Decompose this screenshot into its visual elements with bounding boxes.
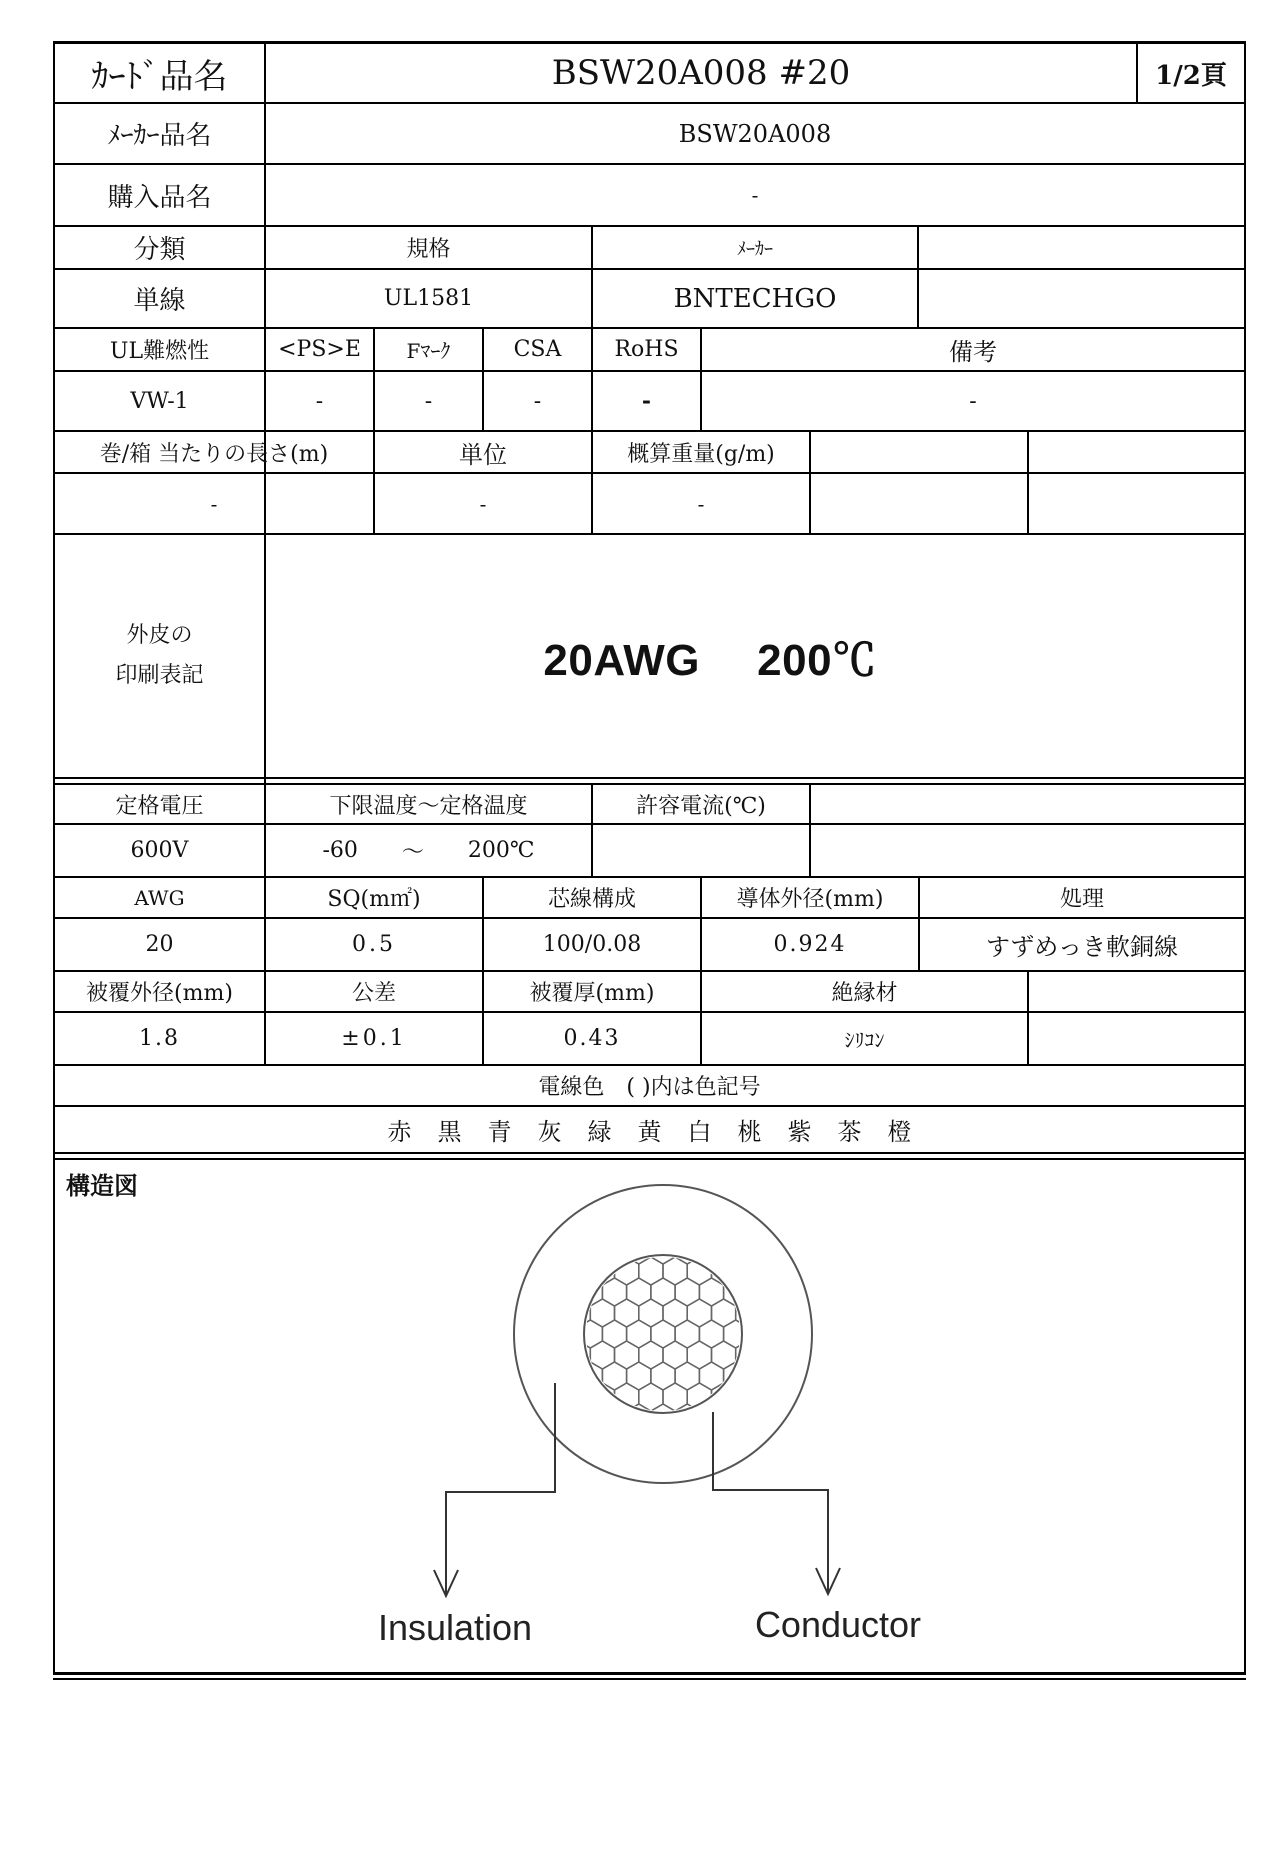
unit-value: - xyxy=(479,491,487,516)
wire-color-item: 黄 xyxy=(637,1118,662,1146)
wire-color-title: 電線色 ( )内は色記号 xyxy=(538,1075,761,1100)
insulation-thickness-label: 被覆厚(mm) xyxy=(529,981,655,1006)
strand-hexagon xyxy=(615,1383,639,1411)
wire-color-item: 茶 xyxy=(837,1118,862,1146)
temp-high: 200℃ xyxy=(467,838,535,863)
cert-header-flame: UL難燃性 xyxy=(109,339,210,364)
cert-remarks-value: - xyxy=(969,388,977,414)
cert-csa-value: - xyxy=(533,388,542,414)
card-name-label: ｶｰﾄﾞ品名 xyxy=(91,56,228,97)
structure-title: 構造図 xyxy=(66,1171,138,1200)
conductor-diameter-label: 導体外径(mm) xyxy=(736,887,884,912)
standard-label: 規格 xyxy=(406,237,451,262)
maker-part-value: BSW20A008 xyxy=(678,119,832,148)
maker-part-label: ﾒｰｶｰ品名 xyxy=(107,121,212,151)
wire-color-item: 青 xyxy=(487,1118,512,1146)
insulation-material-value: ｼﾘｺﾝ xyxy=(844,1028,885,1052)
wire-color-item: 黒 xyxy=(437,1118,462,1146)
purchase-part-label: 購入品名 xyxy=(107,182,212,213)
conductor-label: Conductor xyxy=(754,1604,922,1645)
cert-pse-value: - xyxy=(315,388,324,414)
cert-header-csa: CSA xyxy=(513,337,562,362)
unit-label: 単位 xyxy=(459,440,507,469)
cert-header-rohs: RoHS xyxy=(614,337,679,362)
wire-color-item: 桃 xyxy=(737,1118,762,1146)
card-name: BSW20A008 #20 xyxy=(551,53,851,93)
strand-hexagon xyxy=(590,1383,614,1411)
sq-label: SQ(m㎡) xyxy=(327,887,421,912)
wire-color-item: 白 xyxy=(687,1118,712,1146)
approx-weight-value: - xyxy=(697,491,705,516)
sq-value: 0.5 xyxy=(352,932,396,957)
wire-color-item: 赤 xyxy=(387,1118,412,1146)
tolerance-label: 公差 xyxy=(351,981,396,1006)
purchase-part-value: - xyxy=(751,183,759,207)
length-per-reel-value: - xyxy=(210,491,218,516)
insulation-circle xyxy=(514,1185,812,1483)
printing-text: 20AWG 200℃ xyxy=(543,636,877,685)
strand-hexagon xyxy=(687,1383,711,1411)
cert-flame-value: VW-1 xyxy=(130,388,189,414)
cert-rohs-value: - xyxy=(641,388,652,414)
length-per-reel-label: 巻/箱 当たりの長さ(m) xyxy=(99,441,329,467)
wire-color-item: 橙 xyxy=(887,1118,912,1146)
insulation-label: Insulation xyxy=(377,1607,533,1648)
strand-hexagon xyxy=(651,1404,675,1432)
wire-color-item: 緑 xyxy=(587,1118,612,1146)
printing-label-line1: 外皮の xyxy=(126,623,193,648)
conductor-strands xyxy=(566,1236,760,1432)
conductor-diameter-value: 0.924 xyxy=(773,932,847,957)
page-number: 1/2頁 xyxy=(1155,60,1227,91)
allowable-current-label: 許容電流(℃) xyxy=(636,793,766,819)
cert-header-pse: <PS>E xyxy=(278,337,361,362)
treatment-label: 処理 xyxy=(1059,887,1104,912)
printing-label-line2: 印刷表記 xyxy=(115,663,204,688)
maker-label: ﾒｰｶｰ xyxy=(737,238,773,260)
conductor-leader-line xyxy=(713,1412,828,1592)
insulation-od-label: 被覆外径(mm) xyxy=(86,981,233,1006)
cert-f-mark-value: - xyxy=(424,388,433,414)
classification-label: 分類 xyxy=(133,235,186,265)
awg-label: AWG xyxy=(134,885,185,910)
rated-voltage-value: 600V xyxy=(130,838,189,863)
cert-header-f-mark: Fﾏｰｸ xyxy=(406,339,451,363)
insulation-material-label: 絶縁材 xyxy=(831,981,898,1006)
temp-separator: ～ xyxy=(401,840,424,865)
temp-low: -60 xyxy=(322,838,358,863)
standard-value: UL1581 xyxy=(383,286,474,311)
maker-value: BNTECHGO xyxy=(673,283,837,314)
strand-composition-label: 芯線構成 xyxy=(547,887,636,912)
insulation-thickness-value: 0.43 xyxy=(563,1026,621,1051)
approx-weight-label: 概算重量(g/m) xyxy=(627,441,775,467)
cert-header-remarks: 備考 xyxy=(949,338,997,366)
awg-value: 20 xyxy=(145,932,174,957)
classification-value: 単線 xyxy=(133,286,186,316)
strand-composition-value: 100/0.08 xyxy=(542,932,642,957)
treatment-value: すずめっき軟銅線 xyxy=(986,933,1178,961)
wire-color-item: 紫 xyxy=(787,1118,812,1146)
insulation-od-value: 1.8 xyxy=(139,1026,180,1051)
rated-voltage-label: 定格電圧 xyxy=(115,793,204,819)
temperature-range-label: 下限温度～定格温度 xyxy=(329,793,528,819)
wire-color-item: 灰 xyxy=(537,1118,562,1146)
tolerance-value: ±0.1 xyxy=(341,1026,407,1051)
strand-hexagon xyxy=(712,1383,736,1411)
